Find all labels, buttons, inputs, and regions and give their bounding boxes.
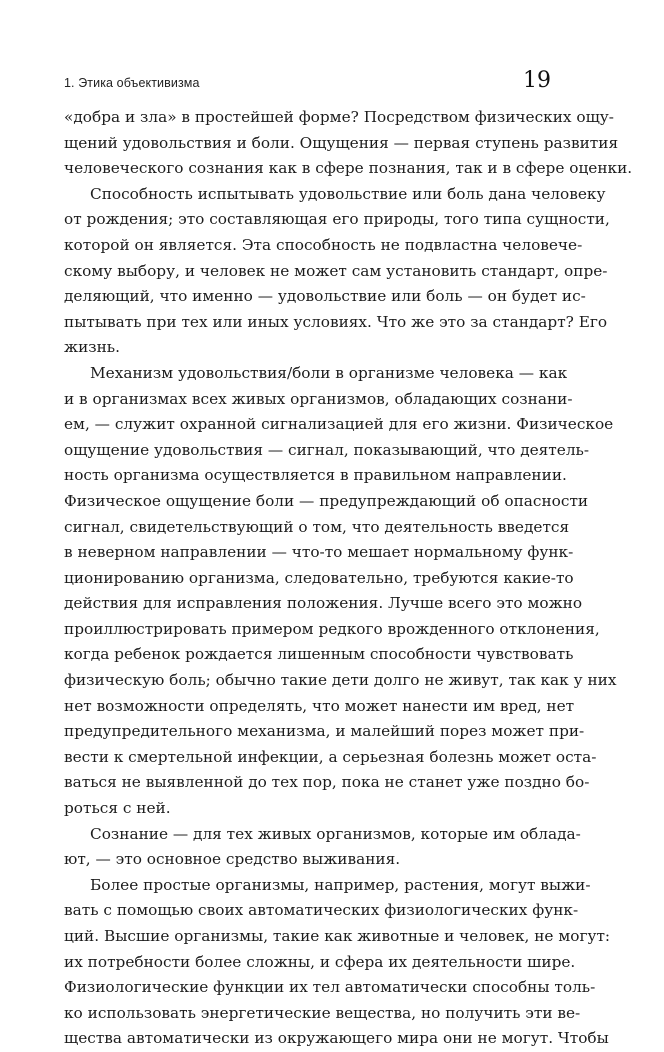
- paragraph: [64, 361, 617, 822]
- text-line: Физиологические функции их тел автоматически способны толь-: [64, 978, 596, 997]
- text-line: Сознание — для тех живых организмов, которые им облада-: [90, 824, 581, 843]
- text-line: предупредительного механизма, и малейший порез может при-: [64, 722, 585, 741]
- text-line: физическую боль; обычно такие дети долго не живут, так как у них: [64, 671, 617, 690]
- text-line: нет возможности определять, что может нанести им вред, нет: [64, 696, 575, 715]
- text-line: скому выбору, и человек не может сам установить стандарт, опре-: [64, 261, 608, 280]
- text-line: проиллюстрировать примером редкого врожденного отклонения,: [64, 619, 600, 638]
- text-line: щества автоматически из окружающего мира они не могут. Чтобы: [64, 1029, 609, 1048]
- page-number: 19: [523, 68, 551, 93]
- text-line: ют, — это основное средство выживания.: [64, 850, 401, 869]
- text-line: Способность испытывать удовольствие или боль дана человеку: [90, 184, 606, 203]
- text-line: Физическое ощущение боли — предупреждающий об опасности: [64, 491, 589, 510]
- paragraph: [64, 822, 581, 873]
- text-line: вать с помощью своих автоматических физиологических функ-: [64, 901, 579, 920]
- text-line: Более простые организмы, например, растения, могут выжи-: [90, 875, 591, 894]
- text-line: ционированию организма, следовательно, требуются какие-то: [64, 568, 574, 587]
- text-line: «добра и зла» в простейшей форме? Посредством физических ощу-: [64, 108, 614, 126]
- text-line: и в организмах всех живых организмов, обладающих сознани-: [64, 389, 573, 408]
- text-line: ций. Высшие организмы, такие как животные и человек, не могут:: [64, 927, 611, 945]
- body-text: [64, 105, 633, 1052]
- text-line: ощущение удовольствия — сигнал, показывающий, что деятель-: [64, 440, 590, 459]
- text-line: ваться не выявленной до тех пор, пока не станет уже поздно бо-: [64, 773, 590, 792]
- text-line: ем, — служит охранной сигнализацией для его жизни. Физическое: [64, 415, 614, 434]
- text-line: жизнь.: [64, 338, 120, 357]
- text-line: человеческого сознания как в сфере познания, так и в сфере оценки.: [64, 159, 633, 178]
- running-head: 1. Этика объективизма: [64, 76, 200, 90]
- page-header: [64, 64, 551, 104]
- paragraph: [64, 182, 610, 361]
- text-line: когда ребенок рождается лишенным способности чувствовать: [64, 645, 574, 664]
- text-line: ность организма осуществляется в правильном направлении.: [64, 466, 567, 485]
- text-line: сигнал, свидетельствующий о том, что деятельность введется: [64, 517, 570, 536]
- text-line: которой он является. Эта способность не подвластна человече-: [64, 235, 583, 254]
- text-line: ко использовать энергетические вещества, но получить эти ве-: [64, 1003, 581, 1022]
- paragraph: [64, 105, 633, 182]
- text-line: роться с ней.: [64, 799, 171, 818]
- paragraph: [64, 873, 611, 1052]
- text-line: вести к смертельной инфекции, а серьезная болезнь может оста-: [64, 747, 597, 766]
- text-line: деляющий, что именно — удовольствие или боль — он будет ис-: [64, 287, 586, 306]
- text-line: пытывать при тех или иных условиях. Что же это за стандарт? Его: [64, 312, 608, 331]
- text-line: Механизм удовольствия/боли в организме человека — как: [90, 363, 568, 382]
- text-line: щений удовольствия и боли. Ощущения — первая ступень развития: [64, 133, 619, 152]
- text-line: от рождения; это составляющая его природы, того типа сущности,: [64, 210, 610, 229]
- text-line: в неверном направлении — что-то мешает нормальному функ-: [64, 543, 574, 562]
- text-line: действия для исправления положения. Лучше всего это можно: [64, 594, 583, 613]
- text-line: их потребности более сложны, и сфера их деятельности шире.: [64, 952, 576, 971]
